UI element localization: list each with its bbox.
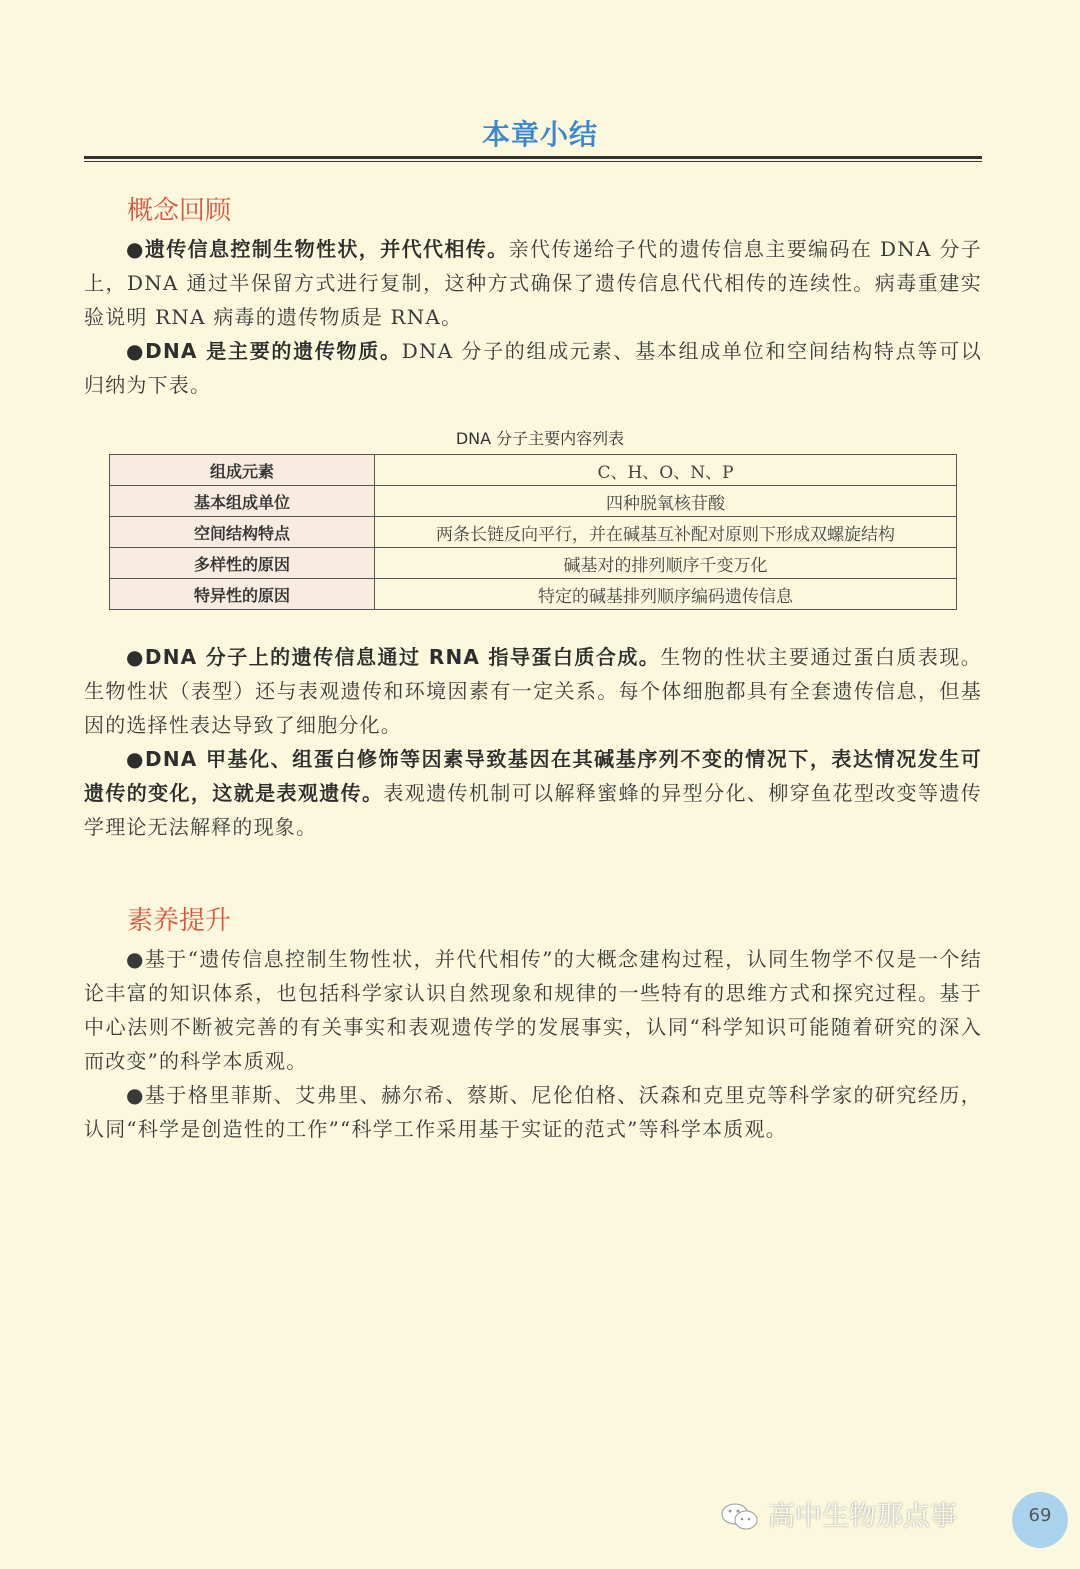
title-rule-thin	[84, 161, 982, 162]
paragraph: ●DNA 甲基化、组蛋白修饰等因素导致基因在其碱基序列不变的情况下，表达情况发生可遗传的变化，这就是表观遗传。表观遗传机制可以解释蜜蜂的异型分化、柳穿鱼花型改变等遗传学理论无法解释的现象。	[84, 747, 982, 839]
chapter-summary-title: 本章小结	[481, 118, 598, 151]
literacy-paragraphs	[84, 942, 982, 1146]
section-heading-concept-review: 概念回顾	[127, 196, 232, 226]
paragraph: ●基于“遗传信息控制生物性状，并代代相传”的大概念建构过程，认同生物学不仅是一个结论丰富的知识体系，也包括科学家认识自然现象和规律的一些特有的思维方式和探究过程。基于中心法则不断被完善的有关事实和表观遗传学的发展事实，认同“科学知识可能随着研究的深入而改变”的科学本质观。	[84, 947, 982, 1073]
table-caption: DNA 分子主要内容列表	[455, 429, 625, 448]
table-row: 特异性的原因 特定的碱基排列顺序编码遗传信息	[110, 579, 957, 610]
table-row: 空间结构特点 两条长链反向平行，并在碱基互补配对原则下形成双螺旋结构	[110, 517, 957, 548]
table-row: 基本组成单位 四种脱氧核苷酸	[110, 486, 957, 517]
watermark: 高中生物那点事	[720, 1500, 957, 1534]
concept-paragraphs-1	[84, 232, 982, 402]
paragraph: ●DNA 是主要的遗传物质。DNA 分子的组成元素、基本组成单位和空间结构特点等可以归纳为下表。	[84, 339, 982, 397]
title-rule-thick	[84, 156, 982, 159]
table-row: 多样性的原因 碱基对的排列顺序千变万化	[110, 548, 957, 579]
paragraph: ●基于格里菲斯、艾弗里、赫尔希、蔡斯、尼伦伯格、沃森和克里克等科学家的研究经历，认同“科学是创造性的工作”“科学工作采用基于实证的范式”等科学本质观。	[84, 1083, 982, 1141]
dna-content-table	[109, 454, 957, 610]
concept-paragraphs-2	[84, 640, 982, 844]
wechat-icon	[720, 1501, 760, 1533]
page-number: 69	[1012, 1492, 1068, 1548]
table-row: 组成元素 C、H、O、N、P	[110, 455, 957, 486]
paragraph: ●DNA 分子上的遗传信息通过 RNA 指导蛋白质合成。生物的性状主要通过蛋白质表现。生物性状（表型）还与表观遗传和环境因素有一定关系。每个体细胞都具有全套遗传信息，但基因的选择性表达导致了细胞分化。	[84, 645, 982, 737]
section-heading-literacy: 素养提升	[127, 906, 232, 936]
page-body	[84, 194, 982, 1146]
paragraph: ●遗传信息控制生物性状，并代代相传。亲代传递给子代的遗传信息主要编码在 DNA 分子上，DNA 通过半保留方式进行复制，这种方式确保了遗传信息代代相传的连续性。病毒重建实验说明 RNA 病毒的遗传物质是 RNA。	[84, 237, 982, 329]
